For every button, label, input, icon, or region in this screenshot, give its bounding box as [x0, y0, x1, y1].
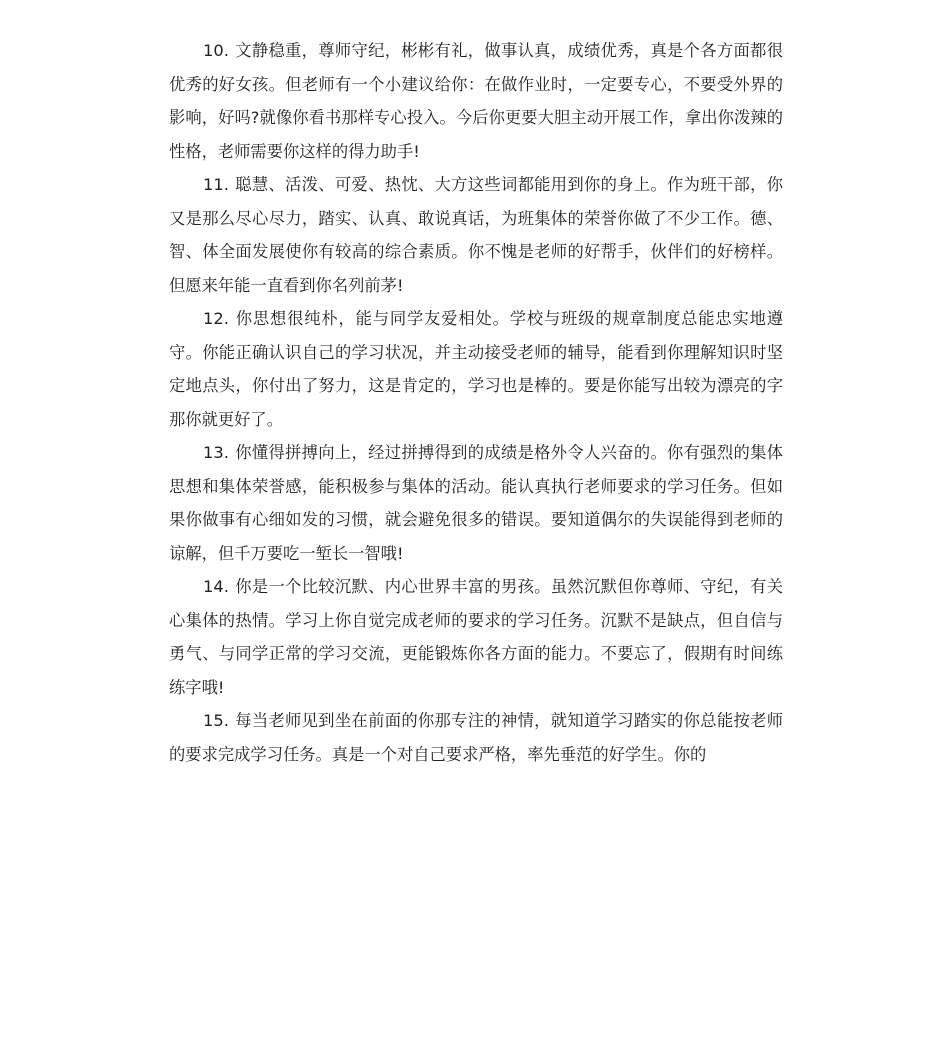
document-body — [169, 34, 783, 771]
paragraph-text: 文静稳重，尊师守纪，彬彬有礼，做事认真，成绩优秀，真是个各方面都很优秀的好女孩。但老师有一个小建议给你：在做作业时，一定要专心，不要受外界的影响，好吗?就像你看书那样专心投入。今后你更要大胆主动开展工作，拿出你泼辣的性格，老师需要你这样的得力助手! — [169, 41, 783, 161]
paragraph-text: 你懂得拼搏向上，经过拼搏得到的成绩是格外令人兴奋的。你有强烈的集体思想和集体荣誉感，能积极参与集体的活动。能认真执行老师要求的学习任务。但如果你做事有心细如发的习惯，就会避免很多的错误。要知道偶尔的失误能得到老师的谅解，但千万要吃一堑长一智哦! — [169, 443, 783, 563]
paragraph-14 — [169, 570, 783, 704]
paragraph-number: 14. — [203, 577, 229, 596]
paragraph-number: 12. — [203, 309, 229, 328]
paragraph-text: 聪慧、活泼、可爱、热忱、大方这些词都能用到你的身上。作为班干部，你又是那么尽心尽力，踏实、认真、敢说真话，为班集体的荣誉你做了不少工作。德、智、体全面发展使你有较高的综合素质。你不愧是老师的好帮手，伙伴们的好榜样。但愿来年能一直看到你名列前茅! — [169, 175, 783, 295]
paragraph-13 — [169, 436, 783, 570]
paragraph-text: 你是一个比较沉默、内心世界丰富的男孩。虽然沉默但你尊师、守纪，有关心集体的热情。学习上你自觉完成老师的要求的学习任务。沉默不是缺点，但自信与勇气、与同学正常的学习交流，更能锻炼你各方面的能力。不要忘了，假期有时间练练字哦! — [169, 577, 783, 697]
paragraph-number: 10. — [203, 41, 229, 60]
paragraph-text: 每当老师见到坐在前面的你那专注的神情，就知道学习踏实的你总能按老师的要求完成学习任务。真是一个对自己要求严格，率先垂范的好学生。你的 — [169, 711, 783, 764]
paragraph-number: 15. — [203, 711, 229, 730]
paragraph-text: 你思想很纯朴，能与同学友爱相处。学校与班级的规章制度总能忠实地遵守。你能正确认识自己的学习状况，并主动接受老师的辅导，能看到你理解知识时坚定地点头，你付出了努力，这是肯定的，学习也是棒的。要是你能写出较为漂亮的字那你就更好了。 — [169, 309, 783, 429]
paragraph-10 — [169, 34, 783, 168]
paragraph-number: 11. — [203, 175, 229, 194]
paragraph-11 — [169, 168, 783, 302]
paragraph-number: 13. — [203, 443, 229, 462]
paragraph-12 — [169, 302, 783, 436]
paragraph-15 — [169, 704, 783, 771]
